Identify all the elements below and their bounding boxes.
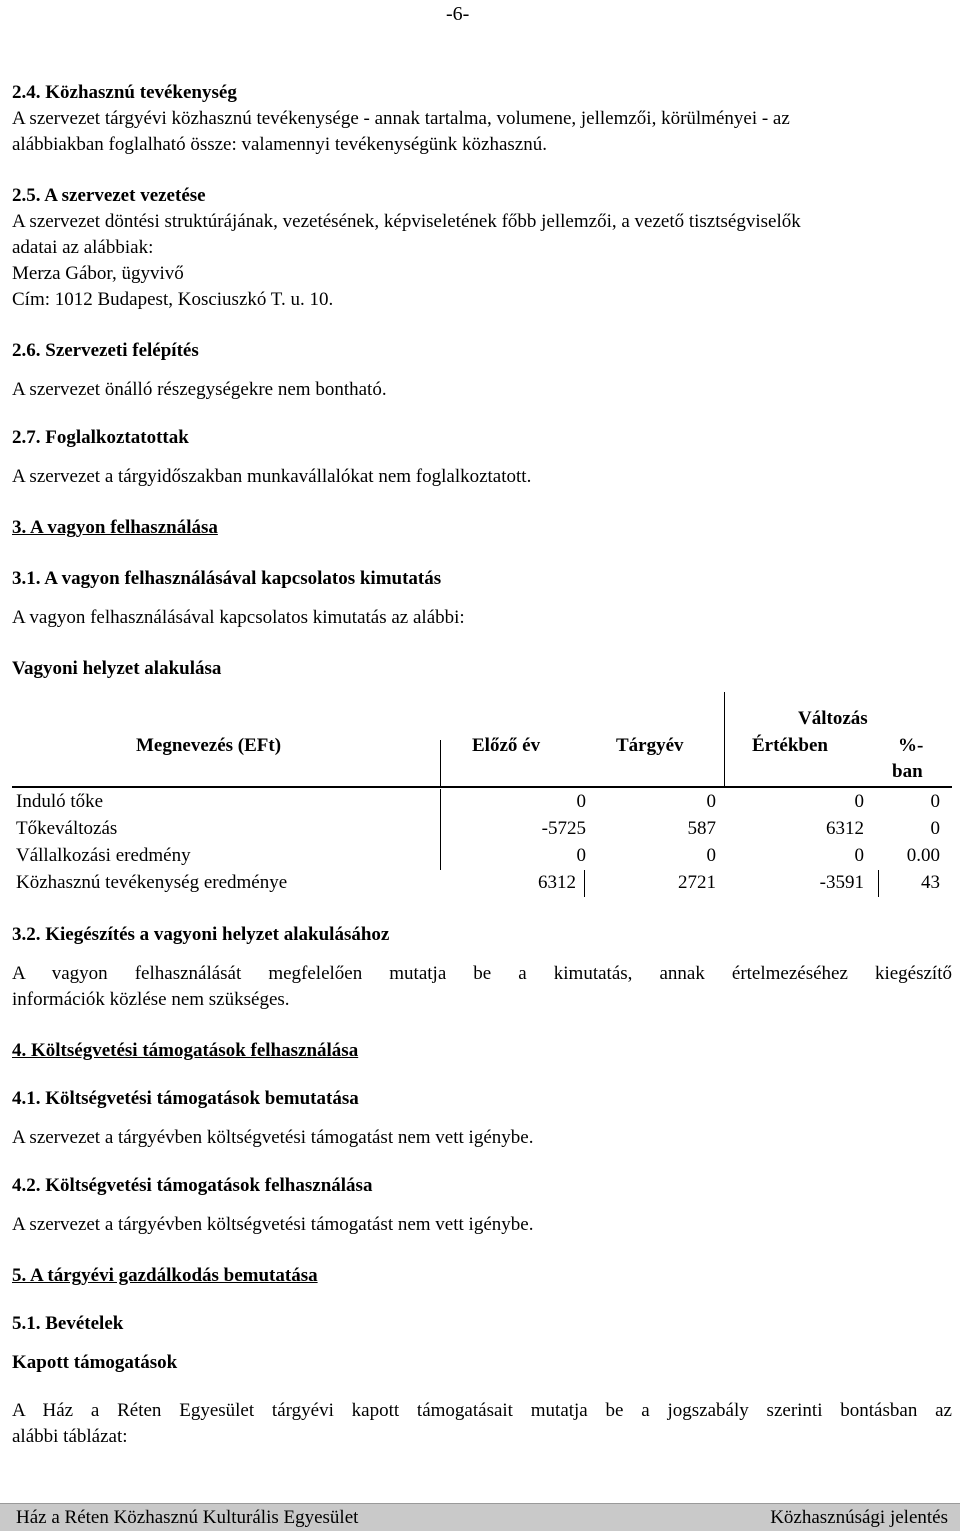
section-3-1-text: A vagyon felhasználásával kapcsolatos kimutatás az alábbi:	[12, 607, 465, 628]
table-title: Vagyoni helyzet alakulása	[12, 658, 222, 679]
section-2-6-title: 2.6. Szervezeti felépítés	[12, 340, 199, 361]
table-row	[12, 816, 952, 843]
table-header	[12, 692, 952, 786]
section-2-4-title: 2.4. Közhasznú tevékenység	[12, 82, 237, 103]
page-footer	[0, 1503, 960, 1531]
cell-curr: 0	[706, 845, 716, 866]
header-value: Értékben	[752, 735, 828, 756]
cell-prev: -5725	[541, 818, 586, 839]
section-2-6-text: A szervezet önálló részegységekre nem bontható.	[12, 379, 387, 400]
asset-table	[12, 692, 952, 897]
cell-prev: 0	[576, 845, 586, 866]
cell-pct: 43	[921, 872, 940, 893]
section-2-5-line3: Merza Gábor, ügyvivő	[12, 263, 184, 284]
cell-prev: 6312	[538, 872, 576, 893]
section-2-7-text: A szervezet a tárgyidőszakban munkavállalókat nem foglalkoztatott.	[12, 466, 532, 487]
document-body	[12, 80, 952, 1450]
section-2-5-line4: Cím: 1012 Budapest, Kosciuszkó T. u. 10.	[12, 289, 334, 310]
section-3-1	[12, 566, 952, 682]
section-5-1-line2: alábbi táblázat:	[12, 1426, 128, 1447]
section-3-1-title: 3.1. A vagyon felhasználásával kapcsolatos kimutatás	[12, 568, 442, 589]
header-change: Változás	[798, 708, 868, 729]
cell-value: 6312	[826, 818, 864, 839]
section-3-title: 3. A vagyon felhasználása	[12, 517, 218, 538]
section-5-1-line1: A Ház a Réten Egyesület tárgyévi kapott támogatásait mutatja be a jogszabály szerinti bontásban az	[12, 1400, 952, 1421]
section-3-2-title: 3.2. Kiegészítés a vagyoni helyzet alakulásához	[12, 924, 390, 945]
table-row	[12, 843, 952, 870]
section-4-1-title: 4.1. Költségvetési támogatások bemutatása	[12, 1088, 359, 1109]
cell-name: Induló tőke	[16, 791, 104, 812]
section-4-1-text: A szervezet a tárgyévben költségvetési támogatást nem vett igénybe.	[12, 1127, 534, 1148]
section-2-6	[12, 338, 952, 403]
cell-pct: 0.00	[906, 845, 940, 866]
footer-report-type: Közhasznúsági jelentés	[770, 1507, 948, 1528]
section-2-7	[12, 425, 952, 490]
cell-curr: 0	[706, 791, 716, 812]
cell-name: Közhasznú tevékenység eredménye	[16, 872, 288, 893]
cell-value: 0	[854, 791, 864, 812]
section-2-5-title: 2.5. A szervezet vezetése	[12, 185, 206, 206]
section-5-title: 5. A tárgyévi gazdálkodás bemutatása	[12, 1265, 318, 1286]
cell-value: 0	[854, 845, 864, 866]
cell-name: Vállalkozási eredmény	[16, 845, 191, 866]
cell-curr: 587	[687, 818, 716, 839]
section-2-5-line1: A szervezet döntési struktúrájának, vezetésének, képviseletének főbb jellemzői, a vezető tisztségviselők	[12, 211, 801, 232]
section-2-4	[12, 80, 952, 158]
section-4-title: 4. Költségvetési támogatások felhasználása	[12, 1040, 359, 1061]
table-row	[12, 870, 952, 897]
section-4-2-title: 4.2. Költségvetési támogatások felhasználása	[12, 1175, 373, 1196]
section-5-1	[12, 1311, 952, 1450]
section-2-4-line2: alábbiakban foglalható össze: valamennyi tevékenységünk közhasznú.	[12, 134, 547, 155]
section-2-4-line1: A szervezet tárgyévi közhasznú tevékenysége - annak tartalma, volumene, jellemzői, körülményei - az	[12, 108, 790, 129]
header-curr: Tárgyév	[616, 735, 684, 756]
cell-pct: 0	[930, 818, 940, 839]
section-4-2-text: A szervezet a tárgyévben költségvetési támogatást nem vett igénybe.	[12, 1214, 534, 1235]
section-5-1-title: 5.1. Bevételek	[12, 1313, 124, 1334]
section-3-2-line1: A vagyon felhasználását megfelelően mutatja be a kimutatás, annak értelmezéséhez kiegészítő	[12, 963, 952, 984]
page-number: -6-	[446, 3, 470, 25]
cell-prev: 0	[576, 791, 586, 812]
section-2-5	[12, 183, 952, 313]
section-2-5-line2: adatai az alábbiak:	[12, 237, 154, 258]
section-4-2	[12, 1173, 952, 1238]
section-4-1	[12, 1086, 952, 1151]
section-5-1-subtitle: Kapott támogatások	[12, 1352, 178, 1373]
footer-organization: Ház a Réten Közhasznú Kulturális Egyesület	[16, 1507, 359, 1528]
cell-name: Tőkeváltozás	[16, 818, 118, 839]
cell-curr: 2721	[678, 872, 716, 893]
section-2-7-title: 2.7. Foglalkoztatottak	[12, 427, 189, 448]
section-3-2-line2: információk közlése nem szükséges.	[12, 989, 290, 1010]
section-3-2	[12, 922, 952, 1013]
header-name: Megnevezés (EFt)	[136, 735, 282, 756]
table-row	[12, 789, 952, 816]
header-prev: Előző év	[472, 735, 541, 756]
cell-value: -3591	[819, 872, 864, 893]
header-pct-b: ban	[892, 761, 923, 782]
header-pct-a: %-	[898, 735, 924, 756]
cell-pct: 0	[930, 791, 940, 812]
